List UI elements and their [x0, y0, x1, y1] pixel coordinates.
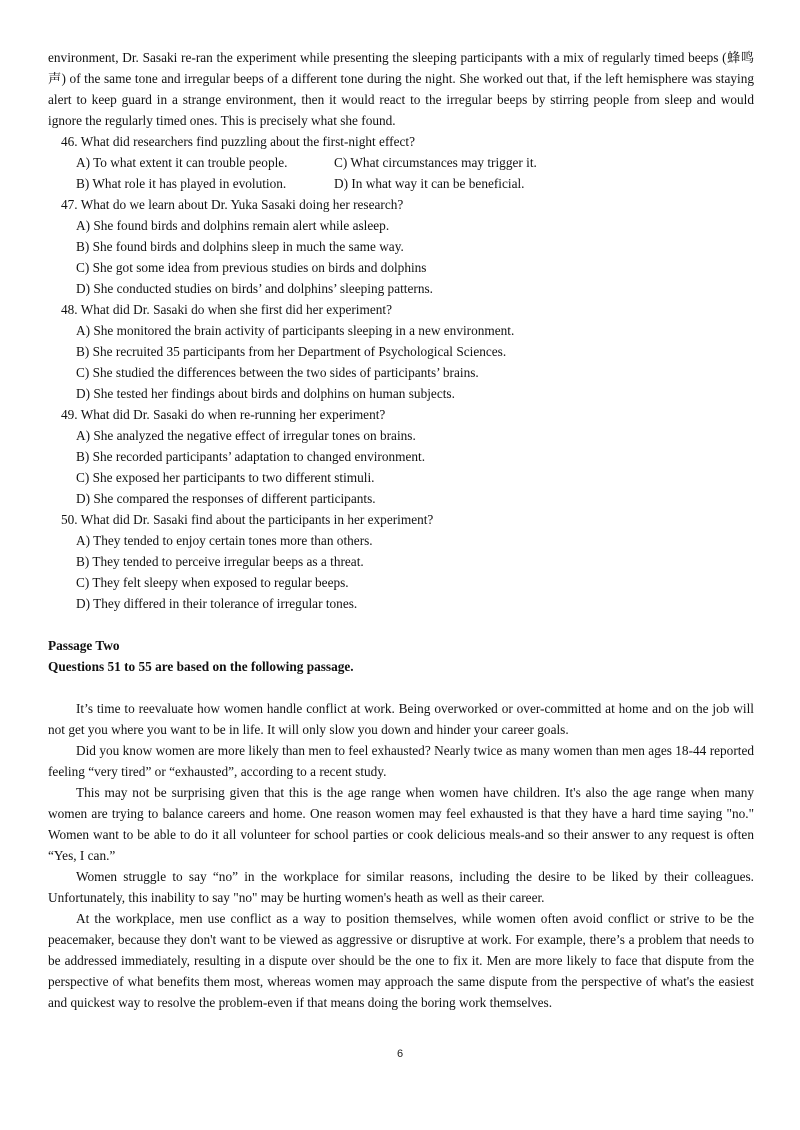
option-c: C) She studied the differences between the two sides of participants’ brains.	[76, 365, 479, 380]
option-a: A) She found birds and dolphins remain alert while asleep.	[76, 218, 390, 233]
passage-paragraph: It’s time to reevaluate how women handle conflict at work. Being overworked or over-committed at home and on the job will not get you where you want to be in life. It will only slow you down and hinder your career goals.	[48, 701, 754, 737]
passage-paragraph: At the workplace, men use conflict as a way to position themselves, while women often avoid conflict or strive to be the peacemaker, because they don't want to be viewed as aggressive or disruptive at work. For example, there’s a problem that needs to be addressed immediately, resulting in a dispute over should be the one to fix it. Men are more likely to face that dispute from the perspective of what benefits them most, whereas women may approach the same dispute from the perspective of what's the easiest and quickest way to resolve the problem-even if that means doing the boring work themselves.	[48, 911, 754, 1010]
option-d: D) She tested her findings about birds and dolphins on human subjects.	[76, 386, 455, 401]
document-page	[48, 47, 754, 1013]
option-b: B) She recorded participants’ adaptation to changed environment.	[76, 449, 426, 464]
intro-section	[48, 47, 754, 131]
option-b: B) They tended to perceive irregular beeps as a threat.	[76, 554, 364, 569]
option-d: D) In what way it can be beneficial.	[334, 176, 525, 191]
section-title: Passage Two	[48, 638, 120, 653]
option-row	[48, 173, 754, 194]
option-row	[48, 152, 754, 173]
question-50	[48, 509, 754, 614]
option-b: B) What role it has played in evolution.	[76, 176, 287, 191]
option-d: D) They differed in their tolerance of irregular tones.	[76, 596, 358, 611]
question-48	[48, 299, 754, 404]
option-a: A) They tended to enjoy certain tones more than others.	[76, 533, 373, 548]
option-d: D) She compared the responses of different participants.	[76, 491, 376, 506]
intro-paragraph: environment, Dr. Sasaki re-ran the experiment while presenting the sleeping participants with a mix of regularly timed beeps (蜂鸣声) of the same tone and irregular beeps of a different tone during the night. She worked out that, if the left hemisphere was staying alert to keep guard in a strange environment, then it would react to the irregular beeps by stirring people from sleep and would ignore the regularly timed ones. This is precisely what she found.	[48, 50, 754, 128]
page-number: 6	[396, 1048, 404, 1060]
question-49	[48, 404, 754, 509]
passage-paragraph: Did you know women are more likely than men to feel exhausted? Nearly twice as many women than men ages 18-44 reported feeling “very tired” or “exhausted”, according to a recent study.	[48, 743, 754, 779]
question-stem: 48. What did Dr. Sasaki do when she first did her experiment?	[61, 302, 392, 317]
question-list	[48, 131, 754, 614]
passage-two	[48, 698, 754, 1013]
question-47	[48, 194, 754, 299]
passage-paragraph: This may not be surprising given that this is the age range when women have children. It's also the age range when many women are trying to balance careers and home. One reason women may feel exhausted is that they have a hard time saying "no." Women want to be able to do it all volunteer for school parties or cook delicious meals-and so their answer to any request is often “Yes, I can.”	[48, 785, 754, 863]
option-d: D) She conducted studies on birds’ and dolphins’ sleeping patterns.	[76, 281, 433, 296]
question-stem: 46. What did researchers find puzzling about the first-night effect?	[61, 134, 415, 149]
option-c: C) What circumstances may trigger it.	[334, 155, 537, 170]
option-a: A) To what extent it can trouble people.	[76, 155, 288, 170]
option-c: C) She exposed her participants to two different stimuli.	[76, 470, 375, 485]
section-subtitle: Questions 51 to 55 are based on the following passage.	[48, 659, 354, 674]
question-46	[48, 131, 754, 194]
option-c: C) She got some idea from previous studies on birds and dolphins	[76, 260, 427, 275]
option-a: A) She monitored the brain activity of participants sleeping in a new environment.	[76, 323, 515, 338]
option-a: A) She analyzed the negative effect of irregular tones on brains.	[76, 428, 416, 443]
option-b: B) She recruited 35 participants from her Department of Psychological Sciences.	[76, 344, 507, 359]
question-stem: 49. What did Dr. Sasaki do when re-running her experiment?	[61, 407, 386, 422]
option-b: B) She found birds and dolphins sleep in much the same way.	[76, 239, 404, 254]
passage-paragraph: Women struggle to say “no” in the workplace for similar reasons, including the desire to be liked by their colleagues. Unfortunately, this inability to say "no" may be hurting women's heath as well as their career.	[48, 869, 754, 905]
option-c: C) They felt sleepy when exposed to regular beeps.	[76, 575, 349, 590]
question-stem: 47. What do we learn about Dr. Yuka Sasaki doing her research?	[61, 197, 404, 212]
question-stem: 50. What did Dr. Sasaki find about the participants in her experiment?	[61, 512, 434, 527]
